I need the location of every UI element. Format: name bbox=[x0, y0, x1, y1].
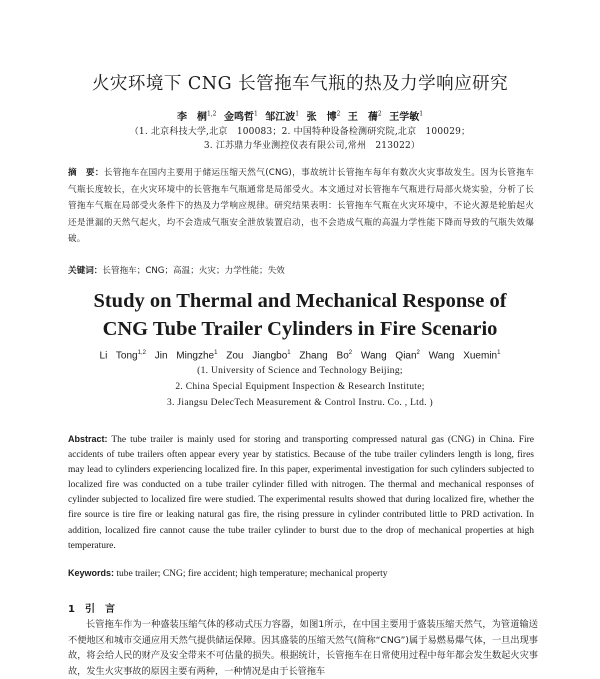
author-name: Zhang Bo bbox=[299, 350, 349, 362]
author-name: 王 蒨 bbox=[347, 112, 378, 123]
author-affiliation-mark: 1 bbox=[214, 350, 218, 356]
english-affiliation-line: (1. University of Science and Technology Beijing; bbox=[197, 366, 403, 376]
author-affiliation-mark: 1 bbox=[287, 350, 291, 356]
keywords-label: Keywords: bbox=[68, 568, 115, 578]
english-keywords bbox=[68, 568, 534, 579]
chinese-author-list bbox=[0, 108, 600, 123]
author-name: 王学敏 bbox=[389, 112, 420, 123]
author-affiliation-mark: 1 bbox=[419, 110, 424, 118]
author-name: Wang Qian bbox=[360, 350, 417, 362]
keywords-text: 长管拖车；CNG；高温；火灾；力学性能；失效 bbox=[102, 266, 285, 276]
author-name: 李 桐 bbox=[176, 112, 207, 123]
author-affiliation-mark: 1 bbox=[497, 350, 501, 356]
english-affiliation-line: 2. China Special Equipment Inspection & Research Institute; bbox=[175, 382, 425, 392]
author-name: Li Tong bbox=[99, 350, 138, 362]
body-paragraph: 长管拖车作为一种盛装压缩气体的移动式压力容器，如图1所示，在中国主要用于盛装压缩天然气，为管道输送不便地区和城市交通应用天然气提供储运保障。因其盛装的压缩天然气(简称“CNG”)属于易燃易爆气体，一旦出现事故，将会给人民的财产及安全带来不可估量的损失。根据统计，长管拖车在日常使用过程中每年都会发生数起火灾事故，发生火灾事故的原因主要有两种，一种情况是由于长管拖车 bbox=[68, 619, 538, 677]
author-name: 邹江波 bbox=[265, 112, 296, 123]
chinese-keywords bbox=[68, 264, 534, 276]
english-abstract bbox=[68, 432, 534, 554]
abstract-label: 摘 要： bbox=[68, 168, 104, 178]
author-affiliation-mark: 1,2 bbox=[206, 110, 217, 118]
author-name: Jin Mingzhe bbox=[154, 350, 215, 362]
author-affiliation-mark: 2 bbox=[336, 110, 341, 118]
keywords-text: tube trailer; CNG; fire accident; high temperature; mechanical property bbox=[114, 569, 388, 579]
abstract-text: 长管拖车在国内主要用于储运压缩天然气(CNG)，事故统计长管拖车每年有数次火灾事故发生。因为长管拖车气瓶长度较长，在火灾环境中的长管拖车气瓶通常是局部受火。本文通过对长管拖车气瓶进行局部火烧实验，分析了长管拖车气瓶在局部受火条件下的热及力学响应规律。研究结果表明：长管拖车气瓶在火灾环境中，不论火源是轮胎起火还是泄漏的天然气起火，均不会造成气瓶安全泄放装置启动，也不会造成气瓶的高温力学性能下降而导致的气瓶失效爆破。 bbox=[68, 168, 534, 244]
author-affiliation-mark: 1,2 bbox=[137, 350, 146, 356]
author-name: 金鸣哲 bbox=[223, 112, 254, 123]
author-affiliation-mark: 1 bbox=[253, 110, 258, 118]
english-title-line: Study on Thermal and Mechanical Response of bbox=[93, 290, 507, 312]
english-author-list bbox=[0, 350, 600, 361]
author-name: Zou Jiangbo bbox=[226, 350, 288, 362]
abstract-label: Abstract: bbox=[68, 434, 108, 444]
author-affiliation-mark: 2 bbox=[348, 350, 353, 356]
keywords-label: 关键词： bbox=[68, 266, 103, 276]
author-name: Wang Xuemin bbox=[428, 350, 498, 362]
author-name: 张 博 bbox=[306, 112, 337, 123]
author-affiliation-mark: 1 bbox=[295, 110, 300, 118]
chinese-abstract bbox=[68, 165, 534, 248]
english-affiliation-line: 3. Jiangsu DelecTech Measurement & Control Instru. Co. , Ltd. ) bbox=[167, 398, 433, 408]
abstract-text: The tube trailer is mainly used for storing and transporting compressed natural gas (CNG) in China. Fire accidents of tube trailers often appear every year by statistics. Because of the tube trailer cylinders length is long, fires may lead to cylinders experiencing localized fire. In this paper, experimental investigation for such cylinders subjected to localized fire was conducted on a tube trailer cylinder filled with nitrogen. The thermal and mechanical responses of cylinder subjected to localized fire were studied. The experimental results showed that during localized fire, whether the fire source is tire fire or leaking natural gas fire, the rising pressure in cylinder contributed little to PRD activation. In addition, localized fire cannot cause the tube trailer cylinder to burst due to the drop of mechanical properties at high temperature. bbox=[68, 435, 534, 551]
english-title-line: CNG Tube Trailer Cylinders in Fire Scenario bbox=[102, 318, 498, 340]
author-affiliation-mark: 2 bbox=[377, 110, 382, 118]
chinese-affiliation-line: （1. 北京科技大学,北京 100083；2. 中国特种设备检测研究院,北京 100029； bbox=[129, 127, 471, 137]
chinese-affiliation-line: 3. 江苏鼎力华业测控仪表有限公司,常州 213022） bbox=[203, 141, 421, 151]
chinese-title: 火灾环境下 CNG 长管拖车气瓶的热及力学响应研究 bbox=[91, 74, 509, 94]
author-affiliation-mark: 2 bbox=[416, 350, 420, 356]
section-heading: 1 引 言 bbox=[68, 604, 115, 615]
